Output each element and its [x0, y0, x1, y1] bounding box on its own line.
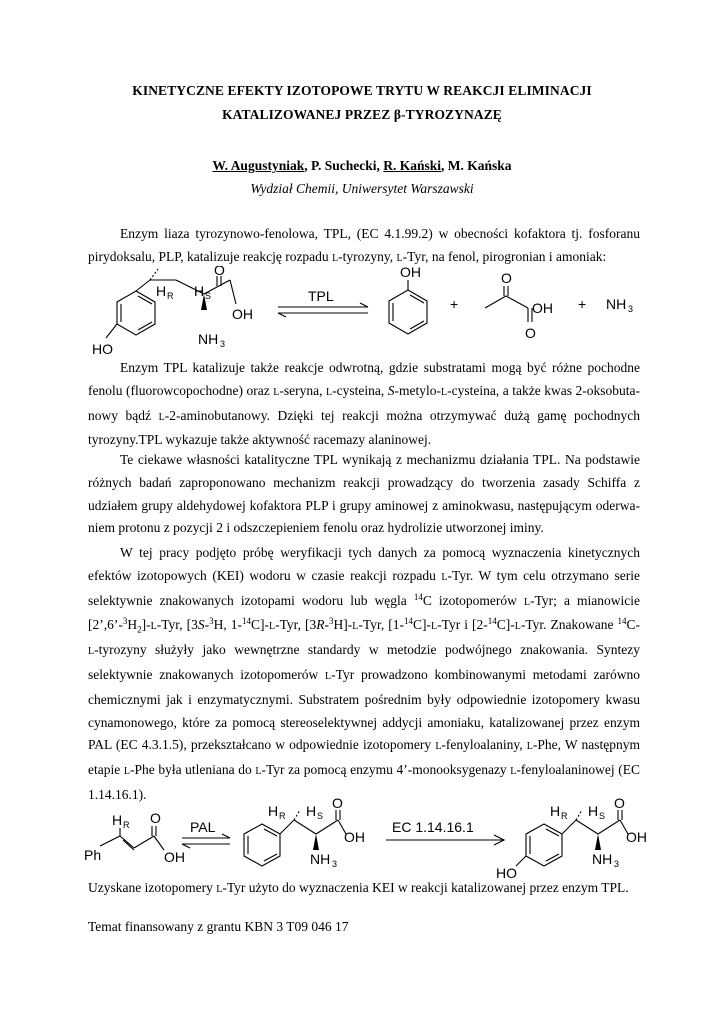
svg-text:R: R: [279, 811, 286, 821]
svg-text:OH: OH: [626, 829, 647, 845]
svg-text:TPL: TPL: [308, 288, 334, 304]
svg-text:H: H: [194, 283, 205, 299]
svg-text:S: S: [205, 291, 212, 301]
svg-text:O: O: [614, 798, 625, 811]
svg-text:Ph: Ph: [84, 847, 102, 863]
paragraph-3: Te ciekawe własności katalityczne TPL wynikają z mechanizmu działania TPL. Na podstawie różnych badań zaproponowano mechanizm reakcji prowadzący do tworzenia zasady Schiffa z udziałem grupy aldehydowej kofaktora PLP i grupy aminowej z aminokwasu, następującym oderwa-niem protonu z pozycji 2 i odszczepieniem fenolu oraz hydrolizie utworzonej iminy.: [88, 452, 640, 536]
svg-text:R: R: [123, 820, 130, 830]
svg-text:+: +: [578, 296, 587, 312]
svg-text:OH: OH: [344, 829, 365, 845]
svg-text:NH: NH: [310, 851, 331, 867]
svg-text:HO: HO: [92, 341, 113, 357]
tyrosine-ring: [117, 291, 155, 335]
reaction-scheme-synthesis: [84, 798, 664, 882]
svg-text:3: 3: [628, 304, 634, 314]
paragraph-4: W tej pracy podjęto próbę weryfikacji tych danych za pomocą wyznaczenia kinetycznych efektów izotopowych (KEI) wodoru w czasie reakcji rozpadu L-Tyr. W tym celu otrzymano serie selektywnie znakowanych izotopami wodoru lub węgla $^{14}$C izotopomerów L-Tyr; a mianowicie $[2’,6’-^3H_2]-L$-Tyr, [3S-$^3$H, 1-$^{14}$C]-L-Tyr, [3R-$^3$H]-L-Tyr, [1-$^{14}$C]-L-Tyr i [2-$^{14}$C]-L-Tyr. Znakowane $^{14}$C-L-tyrozyny służyły jako wewnętrzne standardy w metodzie podwójnego znakowania. Syntezy selektywnie znakowanych izotopomerów L-Tyr prowadzono kombinowanymi metodami zarówno chemicznymi jak i enzymatycznymi. Substratem pośrednim były odpowiednie izotopomery kwasu cynamonowego, które za pomocą stereoselektywnej addycji amoniaku, katalizowanej przez enzym PAL (EC 4.3.1.5), przekształcano w odpowiednie izotopomery L-fenyloalaniny, L-Phe, W następnym etapie L-Phe była utleniana do L-Tyr za pomocą enzymu 4’-monooksygenazy L-fenyloalaninowej (EC 1.14.16.1).: [88, 545, 641, 802]
svg-text:S: S: [317, 811, 324, 821]
svg-text:H: H: [268, 803, 279, 819]
svg-text:3: 3: [614, 859, 620, 869]
svg-text:H: H: [306, 803, 317, 819]
title-line-2: KATALIZOWANEJ PRZEZ β-TYROZYNAZĘ: [222, 107, 502, 122]
author-separator: , P. Suchecki,: [304, 158, 384, 173]
svg-text:NH: NH: [592, 851, 613, 867]
svg-text:OH: OH: [164, 849, 185, 865]
affiliation: Wydział Chemii, Uniwersytet Warszawski: [250, 181, 474, 196]
svg-text:H: H: [156, 283, 167, 299]
svg-text:3: 3: [220, 339, 226, 349]
svg-text:O: O: [150, 810, 161, 826]
svg-text:HO: HO: [496, 865, 517, 881]
tyrosine-ring-2: [526, 824, 562, 866]
svg-text:NH: NH: [606, 296, 627, 312]
svg-text:S: S: [599, 811, 606, 821]
paragraph-2: Enzym TPL katalizuje także reakcje odwrotną, gdzie substratami mogą być różne pochodne fenolu (fluorowcopochodne) oraz L-seryna, L-cysteina, S-metylo-L-cysteina, a także kwas 2-oksobuta-nowy bądź L-2-aminobutanowy. Dzięki tej reakcji można otrzymywać dużą gamę pochodnych tyrozyny.TPL wykazuje także aktywność racemazy alaninowej.: [88, 360, 641, 448]
funding-note: Temat finansowany z grantu KBN 3 T09 046 17: [88, 919, 349, 934]
svg-text:OH: OH: [532, 300, 553, 316]
phenylalanine-ring: [244, 824, 280, 866]
svg-text:NH: NH: [198, 331, 219, 347]
svg-text:+: +: [450, 296, 459, 312]
paragraph-5: Uzyskane izotopomery L-Tyr użyto do wyznaczenia KEI w reakcji katalizowanej przez enzym TPL.: [88, 880, 629, 895]
svg-text:OH: OH: [232, 306, 253, 322]
svg-text:O: O: [525, 325, 536, 341]
paragraph-1: Enzym liaza tyrozynowo-fenolowa, TPL, (EC 4.1.99.2) w obecności kofaktora tj. fosforanu pirydoksalu, PLP, katalizuje reakcję rozpadu L-tyrozyny, L-Tyr, na fenol, pirogronian i amoniak:: [88, 226, 640, 264]
svg-text:O: O: [214, 266, 225, 278]
svg-text:H: H: [112, 812, 123, 828]
author-kanska: , M. Kańska: [441, 158, 512, 173]
svg-text:O: O: [332, 798, 343, 811]
author-kanski: R. Kański: [383, 158, 442, 173]
phenol-ring: [389, 290, 427, 334]
svg-text:R: R: [167, 291, 174, 301]
svg-text:3: 3: [332, 859, 338, 869]
authors: [0, 158, 724, 174]
svg-text:R: R: [561, 811, 568, 821]
author-augustyniak: W. Augustyniak: [212, 158, 305, 173]
reaction-scheme-tpl: [88, 266, 648, 362]
svg-text:PAL: PAL: [190, 819, 216, 835]
svg-text:H: H: [588, 803, 599, 819]
svg-text:O: O: [501, 270, 512, 286]
svg-text:H: H: [550, 803, 561, 819]
title-line-1: KINETYCZNE EFEKTY IZOTOPOWE TRYTU W REAKCJI ELIMINACJI: [132, 83, 592, 98]
svg-text:EC 1.14.16.1: EC 1.14.16.1: [392, 819, 474, 835]
svg-text:OH: OH: [400, 266, 421, 280]
